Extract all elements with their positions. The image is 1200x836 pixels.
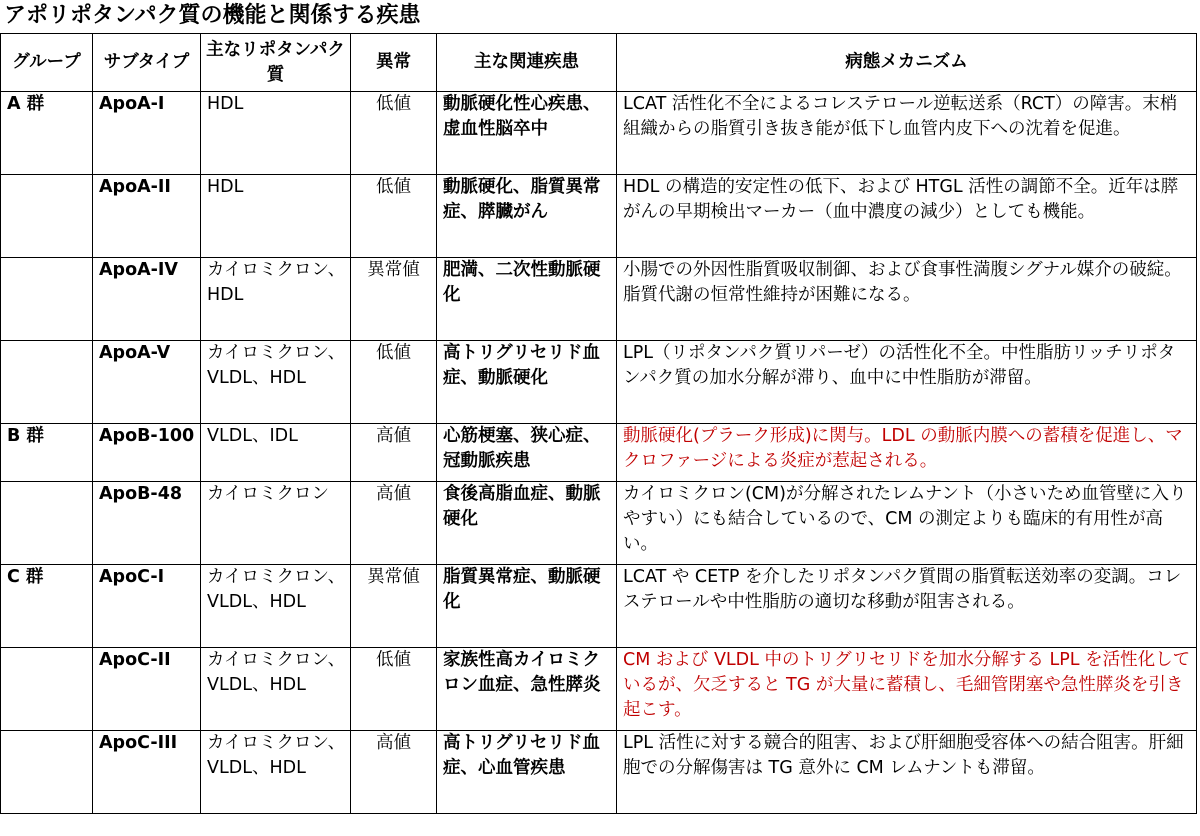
disease-cell: 高トリグリセリド血症、心血管疾患 <box>437 731 617 814</box>
disease-cell: 肥満、二次性動脈硬化 <box>437 258 617 341</box>
group-cell <box>1 648 93 731</box>
header-mechanism: 病態メカニズム <box>617 34 1197 92</box>
group-cell <box>1 731 93 814</box>
group-cell: C 群 <box>1 565 93 648</box>
lipoprotein-cell: カイロミクロン、VLDL、HDL <box>201 565 351 648</box>
subtype-cell: ApoB-48 <box>93 482 201 565</box>
group-cell <box>1 482 93 565</box>
disease-cell: 高トリグリセリド血症、動脈硬化 <box>437 341 617 424</box>
subtype-cell: ApoC-II <box>93 648 201 731</box>
disease-cell: 動脈硬化、脂質異常症、膵臓がん <box>437 175 617 258</box>
table-row <box>1 341 1197 424</box>
mechanism-cell: CM および VLDL 中のトリグリセリドを加水分解する LPL を活性化しているが、欠乏すると TG が大量に蓄積し、毛細管閉塞や急性膵炎を引き起こす。 <box>617 648 1197 731</box>
header-abnormality: 異常 <box>351 34 437 92</box>
mechanism-cell: 小腸での外因性脂質吸収制御、および食事性満腹シグナル媒介の破綻。脂質代謝の恒常性維持が困難になる。 <box>617 258 1197 341</box>
abnormality-cell: 高値 <box>351 424 437 482</box>
table-row <box>1 648 1197 731</box>
apolipoprotein-table <box>0 33 1197 814</box>
mechanism-cell: LCAT や CETP を介したリポタンパク質間の脂質転送効率の変調。コレステロールや中性脂肪の適切な移動が阻害される。 <box>617 565 1197 648</box>
group-cell: B 群 <box>1 424 93 482</box>
header-lipoprotein: 主なリポタンパク質 <box>201 34 351 92</box>
page-title: アポリポタンパク質の機能と関係する疾患 <box>4 3 421 28</box>
group-cell <box>1 258 93 341</box>
table-row <box>1 482 1197 565</box>
abnormality-cell: 低値 <box>351 175 437 258</box>
mechanism-cell: HDL の構造的安定性の低下、および HTGL 活性の調節不全。近年は膵がんの早期検出マーカー（血中濃度の減少）としても機能。 <box>617 175 1197 258</box>
mechanism-cell: LPL 活性に対する競合的阻害、および肝細胞受容体への結合阻害。肝細胞での分解傷害は TG 意外に CM レムナントも滞留。 <box>617 731 1197 814</box>
header-row <box>1 34 1197 92</box>
table-row <box>1 175 1197 258</box>
header-disease: 主な関連疾患 <box>437 34 617 92</box>
header-group: グループ <box>1 34 93 92</box>
disease-cell: 家族性高カイロミクロン血症、急性膵炎 <box>437 648 617 731</box>
lipoprotein-cell: カイロミクロン、VLDL、HDL <box>201 648 351 731</box>
table-row <box>1 731 1197 814</box>
subtype-cell: ApoC-III <box>93 731 201 814</box>
table-row <box>1 565 1197 648</box>
group-cell <box>1 175 93 258</box>
subtype-cell: ApoA-IV <box>93 258 201 341</box>
abnormality-cell: 低値 <box>351 648 437 731</box>
subtype-cell: ApoA-V <box>93 341 201 424</box>
subtype-cell: ApoC-I <box>93 565 201 648</box>
mechanism-cell: LPL（リポタンパク質リパーゼ）の活性化不全。中性脂肪リッチリポタンパク質の加水分解が滞り、血中に中性脂肪が滞留。 <box>617 341 1197 424</box>
table-row <box>1 92 1197 175</box>
lipoprotein-cell: HDL <box>201 175 351 258</box>
group-cell: A 群 <box>1 92 93 175</box>
disease-cell: 脂質異常症、動脈硬化 <box>437 565 617 648</box>
abnormality-cell: 異常値 <box>351 565 437 648</box>
abnormality-cell: 低値 <box>351 341 437 424</box>
mechanism-cell: LCAT 活性化不全によるコレステロール逆転送系（RCT）の障害。末梢組織からの脂質引き抜き能が低下し血管内皮下への沈着を促進。 <box>617 92 1197 175</box>
abnormality-cell: 異常値 <box>351 258 437 341</box>
disease-cell: 食後高脂血症、動脈硬化 <box>437 482 617 565</box>
table-row <box>1 424 1197 482</box>
lipoprotein-cell: HDL <box>201 92 351 175</box>
table-row <box>1 258 1197 341</box>
abnormality-cell: 高値 <box>351 482 437 565</box>
lipoprotein-cell: カイロミクロン、VLDL、HDL <box>201 731 351 814</box>
subtype-cell: ApoB-100 <box>93 424 201 482</box>
disease-cell: 動脈硬化性心疾患、虚血性脳卒中 <box>437 92 617 175</box>
disease-cell: 心筋梗塞、狭心症、冠動脈疾患 <box>437 424 617 482</box>
mechanism-cell: 動脈硬化(プラーク形成)に関与。LDL の動脈内膜への蓄積を促進し、マクロファージによる炎症が惹起される。 <box>617 424 1197 482</box>
lipoprotein-cell: カイロミクロン、VLDL、HDL <box>201 341 351 424</box>
header-subtype: サブタイプ <box>93 34 201 92</box>
subtype-cell: ApoA-II <box>93 175 201 258</box>
group-cell <box>1 341 93 424</box>
abnormality-cell: 高値 <box>351 731 437 814</box>
subtype-cell: ApoA-I <box>93 92 201 175</box>
lipoprotein-cell: カイロミクロン、HDL <box>201 258 351 341</box>
abnormality-cell: 低値 <box>351 92 437 175</box>
lipoprotein-cell: カイロミクロン <box>201 482 351 565</box>
lipoprotein-cell: VLDL、IDL <box>201 424 351 482</box>
mechanism-cell: カイロミクロン(CM)が分解されたレムナント（小さいため血管壁に入りやすい）にも結合しているので、CM の測定よりも臨床的有用性が高い。 <box>617 482 1197 565</box>
